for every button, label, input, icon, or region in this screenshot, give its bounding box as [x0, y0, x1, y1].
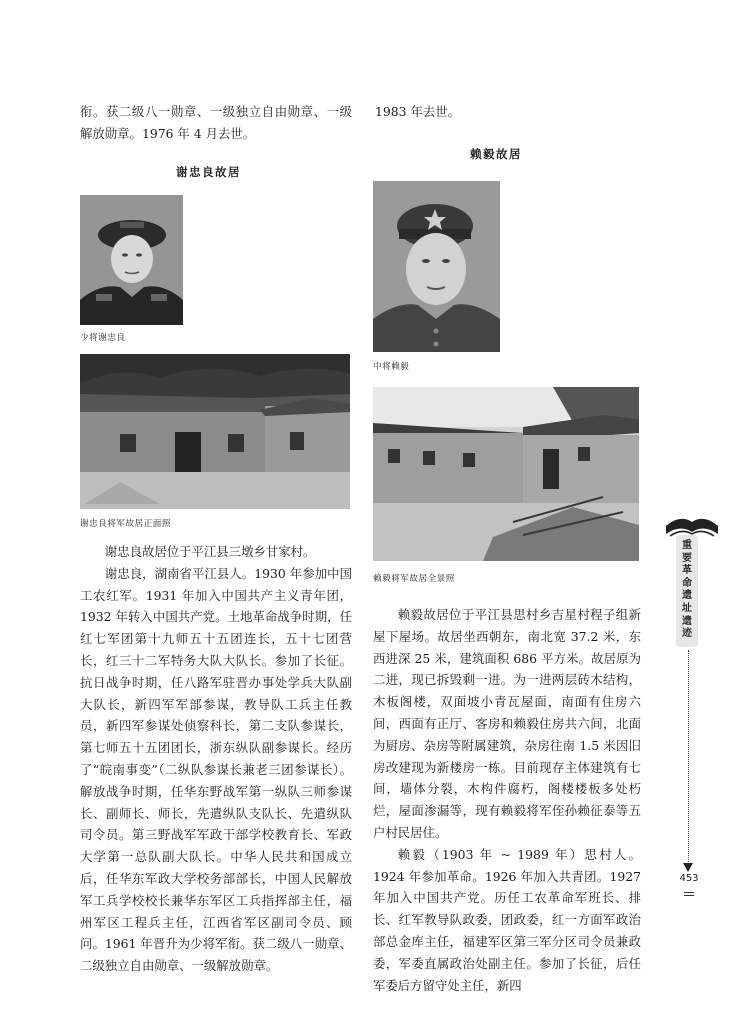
- down-triangle-icon: [683, 858, 693, 868]
- heading-xie-residence: 谢忠良故居: [176, 165, 241, 179]
- page-number: 453: [679, 873, 699, 884]
- caption-house-lai: 赖毅将军故居全景照: [373, 574, 455, 584]
- page-number-rule-2: [684, 895, 694, 896]
- caption-house-xie: 谢忠良将军故居正面照: [80, 519, 171, 529]
- portrait-lai-yi: [373, 181, 500, 352]
- left-intro-paragraph: 衔。获二级八一勋章、一级独立自由勋章、一级解放勋章。1976 年 4 月去世。: [80, 104, 352, 141]
- right-intro-text: [375, 101, 640, 123]
- left-body-paragraph-1: 谢忠良故居位于平江县三墩乡甘家村。: [104, 544, 316, 559]
- portrait-xie-zhongliang: [80, 195, 183, 325]
- left-intro-text: [80, 101, 352, 145]
- heading-lai-residence: 赖毅故居: [470, 147, 522, 161]
- photo-lai-residence: [373, 387, 639, 561]
- side-dotted-line: [688, 650, 689, 862]
- caption-portrait-lai: 中将赖毅: [373, 362, 410, 372]
- photo-xie-residence: [80, 354, 350, 509]
- left-body-paragraph-2: 谢忠良，湖南省平江县人。1930 年参加中国工农红军。1931 年加入中国共产主义青年团，1932 年转入中国共产党。土地革命战争时期，任红七军团第十九师五十五团连长，五十七团营长，红三十二军特务大队大队长。参加了长征。抗日战争时期，任八路军驻晋办事处学兵大队副大队长，新四军军部参谋，教导队工兵主任教员，新四军参谋处侦察科长，第二支队参谋长，第七师五十五团团长，浙东纵队副参谋长。经历了“皖南事变”（二纵队参谋长兼老三团参谋长）。解放战争时期，任华东野战军第一纵队三师参谋长、副师长、师长，先遣纵队支队长、先遣纵队司令员。第三野战军军政干部学校教育长、军政大学第一总队副大队长。中华人民共和国成立后，任华东军政大学校务部部长，中国人民解放军工兵学校校长兼华东军区工兵指挥部主任，福州军区工程兵主任，江西省军区副司令员、顾问。1961 年晋升为少将军衔。获二级八一勋章、二级独立自由勋章、一级解放勋章。: [80, 565, 352, 974]
- right-body-paragraph-2: 赖毅（1903 年 ~ 1989 年）思村人。1924 年参加革命。1926 年加入共青团。1927 年加入中国共产党。历任工农革命军班长、排长、红军教导队政委，团政委，红一方面军政治部总金库主任，福建军区第三军分区司令员兼政委，军委直属政治处副主任。参加了长征，后任军委后方留守处主任，新四: [373, 846, 641, 993]
- right-body-text: [373, 604, 641, 996]
- left-body-text: [80, 541, 352, 977]
- page-number-rule-1: [684, 892, 694, 893]
- right-body-paragraph-1: 赖毅故居位于平江县思村乡吉星村程子组新屋下屋场。故居坐西朝东，南北宽 37.2 米，东西进深 25 米，建筑面积 686 平方米。故居原为二进，现已拆毁剩一进。为一进两层砖木结构，木板阁楼，双面坡小青瓦屋面，南面有住房六间，西面有正厅、客房和赖毅住房共六间，北面为厨房、杂房等附属建筑，杂房往南 1.5 米因旧房改建现为新楼房一栋。目前现存主体建筑有七间，墙体分裂，木构件腐朽，阁楼楼板多处朽烂，屋面渗漏等，现有赖毅将军侄孙赖征泰等五户村民居住。: [373, 607, 641, 840]
- side-tab-label: 重要革命遗址遗迹: [682, 540, 692, 640]
- right-intro-paragraph: 1983 年去世。: [375, 104, 461, 119]
- caption-portrait-xie: 少将谢忠良: [80, 333, 126, 343]
